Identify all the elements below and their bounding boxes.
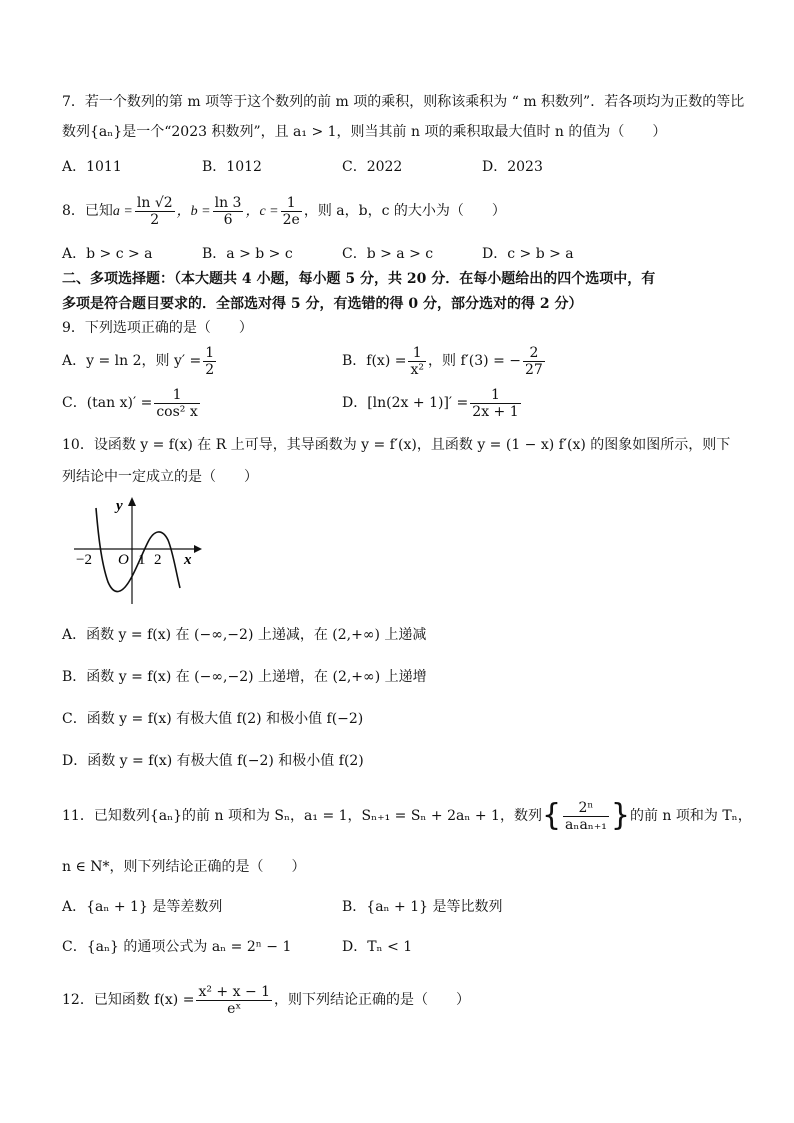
q7-option-b: B．1012 [202,159,262,175]
q9-d-text: D．[ln(2x + 1)]′ = [342,395,469,411]
q12-fraction [196,984,272,1017]
q9-stem: 9．下列选项正确的是（ ） [62,320,253,336]
q9-option-d [342,386,523,420]
q9-b-numerator: 1 [408,345,426,362]
q8-option-b: B．a > b > c [202,246,293,262]
q9-option-a [62,344,218,378]
q7-stem-line2: 数列{aₙ}是一个“2023 积数列”，且 a₁ > 1，则当其前 n 项的乘积取最大值时 n 的值为（ ） [62,124,667,140]
q10-curve [96,508,180,592]
q10-option-b: B．函数 y = f(x) 在 (−∞,−2) 上递增，在 (2,+∞) 上递增 [62,669,427,685]
q8-option-d: D．c > b > a [482,246,574,262]
q12-denominator: eˣ [227,1000,242,1017]
q8-a-fraction [135,195,175,228]
q8-suffix: ，则 a，b，c 的大小为（ ） [303,203,506,219]
q9-b-fraction-2 [523,345,545,378]
q8-b-fraction [213,195,244,228]
q10-graph [70,492,210,607]
q9-option-b [342,344,547,378]
q11-option-a: A．{aₙ + 1} 是等差数列 [62,899,223,915]
q9-b-denominator-2: 27 [525,361,543,378]
q11-denominator: aₙaₙ₊₁ [565,816,607,833]
q11-right-brace: } [610,798,630,833]
q9-d-fraction [470,387,520,420]
q9-a-denominator: 2 [205,361,215,378]
q8-a-denominator: 2 [150,211,160,228]
section2-heading-line1: 二、多项选择题：（本大题共 4 小题，每小题 5 分，共 20 分．在每小题给出的四个选项中，有 [62,271,656,287]
q11-line1-post: 的前 n 项和为 Tₙ， [629,808,752,824]
q10-option-d: D．函数 y = f(x) 有极大值 f(−2) 和极小值 f(2) [62,753,364,769]
q9-b-middle: ，则 f′(3) = − [428,353,522,369]
q9-d-numerator: 1 [470,387,520,404]
q12-pre: 12．已知函数 f(x) = [62,992,195,1008]
q8-prefix: 8．已知 [62,203,113,219]
q9-c-numerator: 1 [154,387,199,404]
q12-post: ，则下列结论正确的是（ ） [274,992,471,1008]
q11-option-d: D．Tₙ < 1 [342,939,413,955]
q8-c-fraction [281,195,302,228]
q9-a-fraction [203,345,216,378]
q9-d-denominator: 2x + 1 [472,403,519,420]
q11-left-brace: { [541,798,562,833]
section2-heading-line2: 多项是符合题目要求的．全部选对得 5 分，有选错的得 0 分，部分选对的得 2 分） [62,296,583,312]
q8-b-denominator: 6 [223,211,233,228]
q11-fraction [563,800,609,833]
q10-y-axis-arrow [128,497,136,506]
q11-stem-line2: n ∈ N*，则下列结论正确的是（ ） [62,859,306,875]
q9-b-numerator-2: 2 [523,345,545,362]
q7-option-d: D．2023 [482,159,543,175]
q8-b-numerator: ln 3 [214,194,242,211]
q10-option-a: A．函数 y = f(x) 在 (−∞,−2) 上递减，在 (2,+∞) 上递减 [62,627,427,643]
q8-option-a: A．b > c > a [62,246,153,262]
q9-c-text: C．(tan x)′ = [62,395,153,411]
q8-c-denominator: 2e [282,211,300,228]
q8-stem [62,194,506,229]
q9-b-denominator: x² [410,361,424,378]
q12-stem [62,982,470,1018]
q7-stem-line1: 7．若一个数列的第 m 项等于这个数列的前 m 项的乘积，则称该乘积为 “ m 积数列”．若各项均为正数的等比 [62,94,745,110]
q8-option-c: C．b > a > c [342,246,434,262]
q10-stem-line2: 列结论中一定成立的是（ ） [62,469,258,485]
q9-a-numerator: 1 [205,344,215,361]
q8-a-numerator: ln √2 [136,194,173,211]
q11-option-c: C．{aₙ} 的通项公式为 aₙ = 2ⁿ − 1 [62,939,292,955]
q7-option-c: C．2022 [342,159,403,175]
q10-x-axis-arrow [194,545,202,553]
q8-a-lhs: a = [112,204,133,219]
q10-option-c: C．函数 y = f(x) 有极大值 f(2) 和极小值 f(−2) [62,711,364,727]
q8-c-numerator: 1 [281,195,302,212]
q10-y-label: y [116,498,123,514]
q11-numerator: 2ⁿ [563,800,609,817]
q8-b-lhs: ，b = [176,204,211,219]
q10-x-label: x [184,552,192,568]
q10-stem-line1: 10．设函数 y = f(x) 在 R 上可导，其导函数为 y = f′(x)，且函数 y = (1 − x) f′(x) 的图象如图所示，则下 [62,437,731,453]
q9-a-text: A．y = ln 2，则 y′ = [62,353,202,369]
q9-c-denominator: cos² x [156,403,198,420]
q10-origin-label: O [118,552,129,568]
q7-option-a: A．1011 [62,159,122,175]
q8-c-lhs: ，c = [245,204,279,219]
q9-option-c [62,386,202,420]
q11-option-b: B．{aₙ + 1} 是等比数列 [342,899,503,915]
q12-numerator: x² + x − 1 [198,983,271,1000]
q9-b-fraction [408,345,426,378]
q10-tick-label-1: 1 [138,552,146,568]
q10-tick-label-neg2: −2 [76,552,92,568]
q11-stem-line1 [62,794,752,838]
q11-line1-pre: 11．已知数列{aₙ}的前 n 项和为 Sₙ，a₁ = 1，Sₙ₊₁ = Sₙ + 2aₙ + 1，数列 [62,808,542,824]
q9-b-text: B．f(x) = [342,353,407,369]
q9-c-fraction [154,387,199,420]
q10-tick-label-2: 2 [154,552,162,568]
